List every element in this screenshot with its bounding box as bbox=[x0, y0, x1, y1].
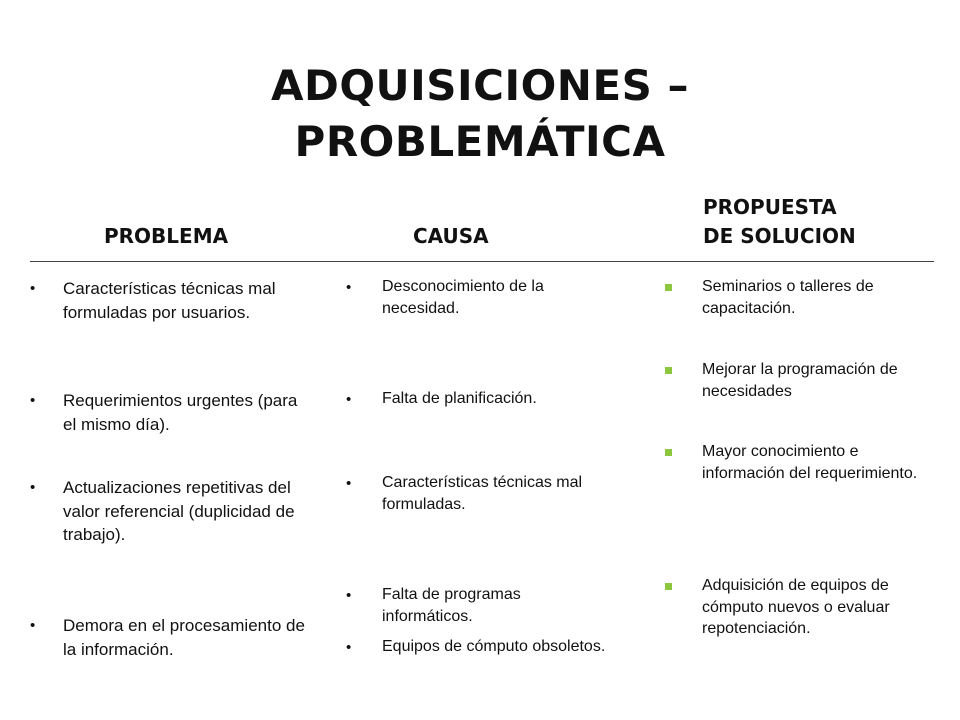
list-item-text: Requerimientos urgentes (para el mismo día). bbox=[63, 391, 298, 434]
list-item-text: Desconocimiento de la necesidad. bbox=[382, 278, 544, 317]
list-item bbox=[30, 389, 310, 436]
column-header-propuesta bbox=[703, 193, 856, 251]
slide-title bbox=[0, 58, 960, 170]
list-item-text: Equipos de cómputo obsoletos. bbox=[382, 638, 606, 655]
slide-title-line-1: ADQUISICIONES – bbox=[270, 61, 690, 110]
list-item bbox=[665, 276, 924, 319]
list-item bbox=[30, 277, 310, 324]
square-bullet-icon bbox=[665, 367, 672, 374]
list-item bbox=[665, 441, 924, 484]
column-header-causa: CAUSA bbox=[413, 224, 489, 248]
header-divider bbox=[30, 261, 934, 262]
bullet-dot-icon: • bbox=[346, 391, 352, 408]
bullet-dot-icon: • bbox=[30, 479, 36, 496]
bullet-dot-icon: • bbox=[30, 280, 36, 297]
square-bullet-icon bbox=[665, 583, 672, 590]
bullet-dot-icon: • bbox=[346, 639, 352, 656]
bullet-dot-icon: • bbox=[30, 617, 36, 634]
bullet-dot-icon: • bbox=[30, 392, 36, 409]
list-item-text: Adquisición de equipos de cómputo nuevos o evaluar repotenciación. bbox=[702, 577, 890, 637]
list-item bbox=[346, 636, 612, 658]
list-item-text: Seminarios o talleres de capacitación. bbox=[702, 278, 874, 317]
list-item-text: Falta de planificación. bbox=[382, 390, 537, 407]
list-item bbox=[665, 575, 924, 640]
bullet-dot-icon: • bbox=[346, 279, 352, 296]
list-item bbox=[30, 614, 310, 661]
list-item bbox=[346, 584, 612, 627]
bullet-dot-icon: • bbox=[346, 587, 352, 604]
square-bullet-icon bbox=[665, 449, 672, 456]
list-item bbox=[30, 476, 310, 547]
bullet-dot-icon: • bbox=[346, 475, 352, 492]
list-item-text: Características técnicas mal formuladas por usuarios. bbox=[63, 279, 276, 322]
list-item-text: Mejorar la programación de necesidades bbox=[702, 361, 898, 400]
column-header-problema: PROBLEMA bbox=[104, 224, 229, 248]
list-item-text: Actualizaciones repetitivas del valor referencial (duplicidad de trabajo). bbox=[63, 478, 295, 544]
list-item bbox=[346, 388, 612, 410]
list-item-text: Demora en el procesamiento de la información. bbox=[63, 616, 305, 659]
list-item bbox=[665, 359, 924, 402]
column-header-propuesta-line-1: PROPUESTA bbox=[703, 195, 837, 219]
list-item-text: Mayor conocimiento e información del requerimiento. bbox=[702, 443, 918, 482]
square-bullet-icon bbox=[665, 284, 672, 291]
slide-title-line-2: PROBLEMÁTICA bbox=[294, 117, 666, 166]
list-item bbox=[346, 472, 612, 515]
list-item-text: Características técnicas mal formuladas. bbox=[382, 474, 583, 513]
list-item bbox=[346, 276, 612, 319]
list-item-text: Falta de programas informáticos. bbox=[382, 586, 521, 625]
column-header-propuesta-line-2: DE SOLUCION bbox=[703, 224, 856, 248]
